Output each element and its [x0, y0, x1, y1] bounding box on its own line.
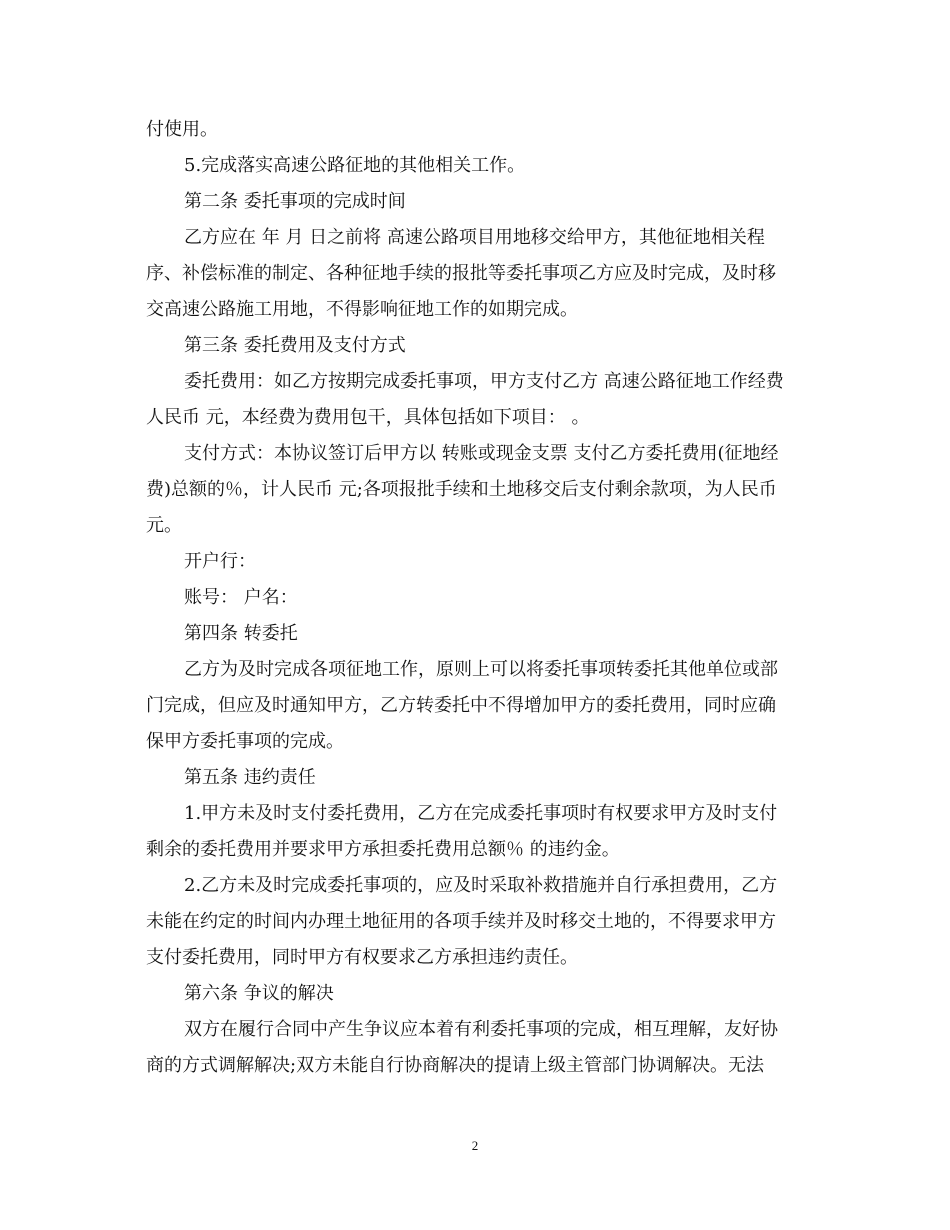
section-heading: 第二条 委托事项的完成时间	[184, 191, 406, 212]
text-line: 账号： 户名：	[184, 587, 298, 608]
text-line: 1.甲方未及时支付委托费用，乙方在完成委托事项时有权要求甲方及时支付	[184, 803, 778, 824]
text-line: 开户行：	[184, 551, 256, 572]
section-heading: 第四条 转委托	[184, 623, 298, 644]
section-heading: 第五条 违约责任	[184, 767, 316, 788]
section-heading: 第三条 委托费用及支付方式	[184, 335, 406, 356]
text-line: 双方在履行合同中产生争议应本着有利委托事项的完成，相互理解，友好协	[184, 1019, 778, 1040]
text-line: 序、补偿标准的制定、各种征地手续的报批等委托事项乙方应及时完成，及时移	[146, 263, 776, 284]
document-body	[146, 112, 804, 1084]
page-number: 2	[471, 1138, 479, 1153]
text-line: 商的方式调解解决;双方未能自行协商解决的提请上级主管部门协调解决。无法	[146, 1055, 765, 1076]
text-line: 元。	[146, 515, 182, 536]
text-line: 费)总额的％，计人民币 元;各项报批手续和土地移交后支付剩余款项，为人民币	[146, 479, 777, 500]
text-line: 5.完成落实高速公路征地的其他相关工作。	[184, 155, 526, 176]
text-line: 委托费用：如乙方按期完成委托事项，甲方支付乙方 高速公路征地工作经费	[184, 371, 784, 392]
text-line: 付使用。	[146, 119, 218, 140]
text-line: 2.乙方未及时完成委托事项的，应及时采取补救措施并自行承担费用，乙方	[184, 875, 778, 896]
text-line: 门完成，但应及时通知甲方，乙方转委托中不得增加甲方的委托费用，同时应确	[146, 695, 776, 716]
section-heading: 第六条 争议的解决	[184, 983, 334, 1004]
text-line: 保甲方委托事项的完成。	[146, 731, 344, 752]
text-line: 乙方应在 年 月 日之前将 高速公路项目用地移交给甲方，其他征地相关程	[184, 227, 765, 248]
text-line: 支付方式：本协议签订后甲方以 转账或现金支票 支付乙方委托费用(征地经	[184, 443, 779, 464]
text-line: 支付委托费用，同时甲方有权要求乙方承担违约责任。	[146, 947, 578, 968]
text-line: 人民币 元，本经费为费用包干，具体包括如下项目： 。	[146, 407, 590, 428]
text-line: 剩余的委托费用并要求甲方承担委托费用总额％ 的违约金。	[146, 839, 620, 860]
text-line: 交高速公路施工用地，不得影响征地工作的如期完成。	[146, 299, 578, 320]
text-line: 未能在约定的时间内办理土地征用的各项手续并及时移交土地的，不得要求甲方	[146, 911, 776, 932]
text-line: 乙方为及时完成各项征地工作，原则上可以将委托事项转委托其他单位或部	[184, 659, 778, 680]
